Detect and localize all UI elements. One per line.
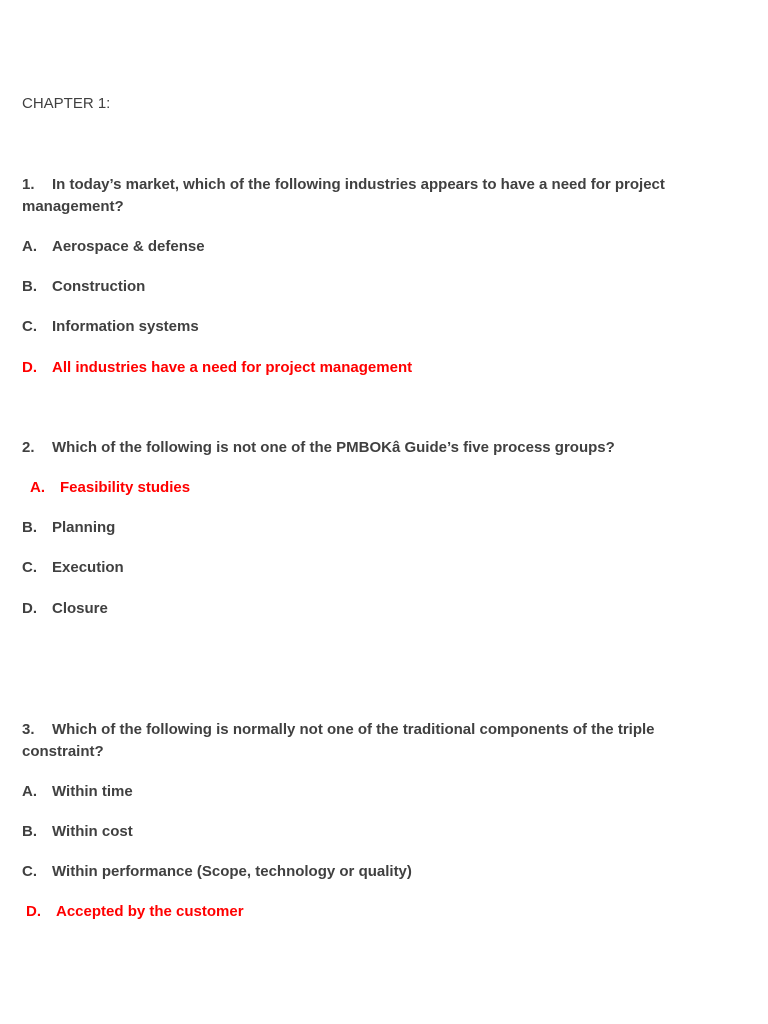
option-text: Within performance (Scope, technology or quality) — [52, 863, 412, 880]
q2-option-a-correct — [30, 477, 190, 499]
question-number: 1. — [22, 176, 35, 193]
option-text: Within cost — [52, 823, 133, 840]
question-number: 3. — [22, 721, 35, 738]
question-number: 2. — [22, 439, 35, 456]
option-text: Planning — [52, 519, 116, 536]
option-letter: D. — [22, 359, 37, 376]
option-letter: B. — [22, 519, 37, 536]
question-3 — [22, 719, 702, 763]
option-text: Within time — [52, 783, 133, 800]
option-text: Closure — [52, 600, 108, 617]
q1-option-d-correct — [22, 357, 412, 379]
q3-option-d-correct — [26, 901, 244, 923]
question-1 — [22, 174, 702, 218]
option-text: Information systems — [52, 318, 199, 335]
option-text: Feasibility studies — [60, 479, 191, 496]
option-letter: A. — [22, 238, 37, 255]
option-text: Construction — [52, 278, 146, 295]
option-letter: B. — [22, 823, 37, 840]
option-letter: D. — [26, 903, 41, 920]
chapter-heading: CHAPTER 1: — [22, 95, 111, 112]
question-text: In today’s market, which of the following industries appears to have a need for project management? — [22, 176, 665, 215]
question-2 — [22, 437, 615, 459]
q3-option-c — [22, 861, 412, 883]
q3-option-a — [22, 781, 133, 803]
option-text: Execution — [52, 559, 124, 576]
option-letter: C. — [22, 318, 37, 335]
option-letter: C. — [22, 559, 37, 576]
q2-option-d — [22, 598, 108, 620]
question-text: Which of the following is normally not one of the traditional components of the triple constraint? — [22, 721, 655, 760]
option-letter: A. — [22, 783, 37, 800]
option-letter: B. — [22, 278, 37, 295]
q2-option-b — [22, 517, 115, 539]
option-letter: D. — [22, 600, 37, 617]
q1-option-b — [22, 276, 145, 298]
q1-option-a — [22, 236, 205, 258]
option-letter: C. — [22, 863, 37, 880]
question-text: Which of the following is not one of the PMBOKâ Guide’s five process groups? — [52, 439, 615, 456]
q1-option-c — [22, 316, 199, 338]
option-letter: A. — [30, 479, 45, 496]
q2-option-c — [22, 557, 124, 579]
option-text: All industries have a need for project management — [52, 359, 413, 376]
option-text: Aerospace & defense — [52, 238, 205, 255]
q3-option-b — [22, 821, 133, 843]
option-text: Accepted by the customer — [56, 903, 244, 920]
